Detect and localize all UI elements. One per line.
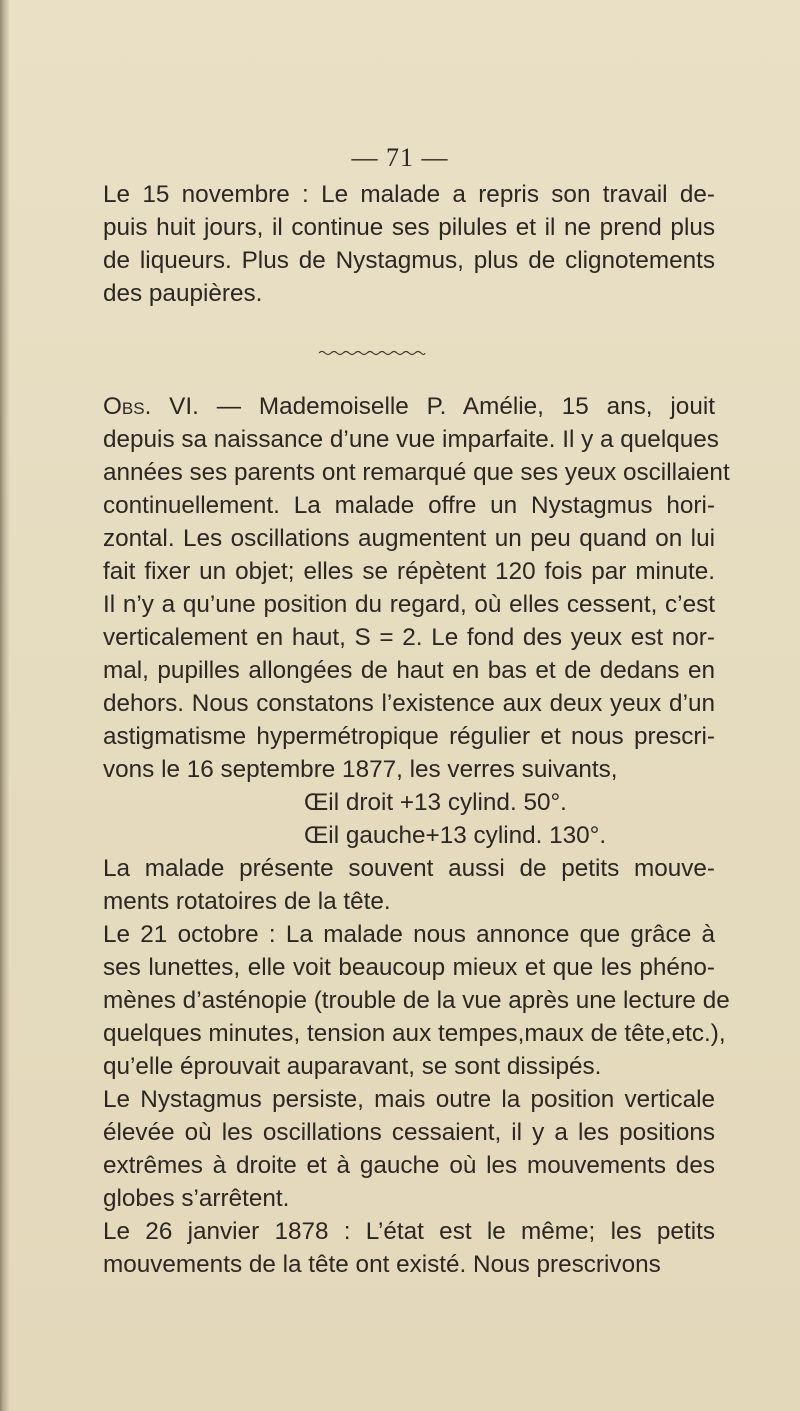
text-line: Il n’y a qu’une position du regard, où elles cessent, c’est bbox=[103, 591, 715, 618]
page-number: — 71 — bbox=[351, 143, 449, 172]
text-line: fait fixer un objet; elles se répètent 120 fois par minute. bbox=[103, 558, 715, 585]
text-line: dehors. Nous constatons l’existence aux deux yeux d’un bbox=[103, 690, 715, 717]
text-line: Le 15 novembre : Le malade a repris son travail de- bbox=[103, 181, 715, 208]
text-line: élevée où les oscillations cessaient, il y a les positions bbox=[103, 1119, 715, 1146]
text-line: extrêmes à droite et à gauche où les mouvements des bbox=[103, 1152, 715, 1179]
text-line: Le 21 octobre : La malade nous annonce que grâce à bbox=[103, 921, 715, 948]
paragraph-january-26 bbox=[82, 1215, 715, 1281]
text-line: continuellement. La malade offre un Nystagmus hori- bbox=[103, 492, 715, 519]
text-line: mènes d’asténopie (trouble de la vue après une lecture de bbox=[103, 987, 730, 1014]
text-line: quelques minutes, tension aux tempes,maux de tête,etc.), bbox=[103, 1020, 726, 1047]
text-line: qu’elle éprouvait auparavant, se sont dissipés. bbox=[103, 1053, 602, 1080]
text-line: mouvements de la tête ont existé. Nous prescrivons bbox=[103, 1251, 661, 1278]
text-line: zontal. Les oscillations augmentent un peu quand on lui bbox=[103, 525, 715, 552]
prescription-block bbox=[82, 786, 715, 852]
text-line: puis huit jours, il continue ses pilules et il ne prend plus bbox=[103, 214, 715, 241]
text-line: de liqueurs. Plus de Nystagmus, plus de clignotements bbox=[103, 247, 715, 274]
text-line: des paupières. bbox=[103, 280, 263, 307]
text-line: Le Nystagmus persiste, mais outre la position verticale bbox=[103, 1086, 715, 1113]
text-line: astigmatisme hypermétropique régulier et nous prescri- bbox=[103, 723, 715, 750]
paragraph-november-15 bbox=[82, 178, 715, 310]
observation-paragraph bbox=[82, 390, 730, 786]
page-binding-edge bbox=[0, 0, 10, 1411]
paragraph-rotatory-movements bbox=[82, 852, 715, 918]
prescription-right-eye: Œil droit +13 cylind. 50°. bbox=[304, 789, 567, 816]
text-line: ses lunettes, elle voit beaucoup mieux et que les phéno- bbox=[103, 954, 715, 981]
text-line: La malade présente souvent aussi de petits mouve- bbox=[103, 855, 715, 882]
text-line: globes s’arrêtent. bbox=[103, 1185, 290, 1212]
text-line: verticalement en haut, S = 2. Le fond des yeux est nor- bbox=[103, 624, 715, 651]
paragraph-nystagmus-persists bbox=[82, 1083, 715, 1215]
observation-six bbox=[82, 390, 730, 1281]
text-line: ments rotatoires de la tête. bbox=[103, 888, 391, 915]
text-line: années ses parents ont remarqué que ses yeux oscillaient bbox=[103, 459, 730, 486]
text-line: Obs. VI. — Mademoiselle P. Amélie, 15 ans, jouit bbox=[103, 393, 715, 420]
observation-label: Obs. VI. bbox=[103, 393, 199, 420]
prescription-left-eye: Œil gauche+13 cylind. 130°. bbox=[304, 822, 607, 849]
text-line: mal, pupilles allongées de haut en bas et de dedans en bbox=[103, 657, 715, 684]
text-line: Le 26 janvier 1878 : L’état est le même; les petits bbox=[103, 1218, 715, 1245]
text-line: vons le 16 septembre 1877, les verres suivants, bbox=[103, 756, 618, 783]
section-divider-ornament bbox=[318, 349, 426, 357]
paragraph-october-21 bbox=[82, 918, 730, 1083]
text-line: depuis sa naissance d’une vue imparfaite. Il y a quelques bbox=[103, 426, 719, 453]
